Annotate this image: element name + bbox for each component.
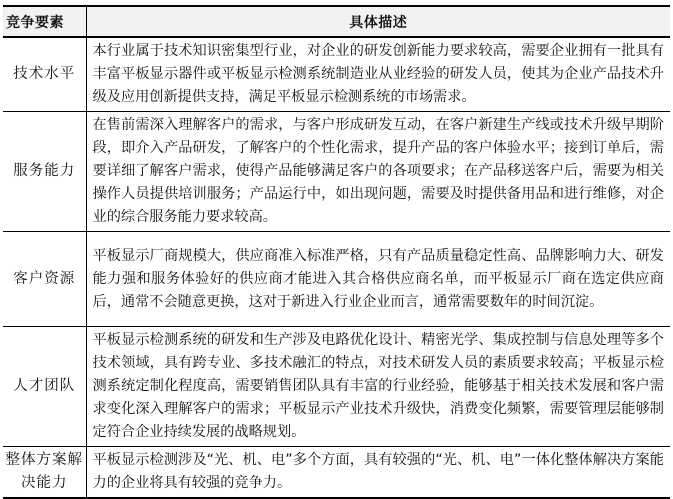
factor-cell: 人才团队 bbox=[3, 327, 86, 447]
document-page bbox=[3, 5, 670, 499]
header-row bbox=[3, 6, 670, 37]
factor-cell: 客户资源 bbox=[3, 232, 86, 327]
description-cell: 平板显示检测涉及“光、机、电”多个方面，具有较强的“光、机、电”一体化整体解决方案能力的企业将具有较强的竞争力。 bbox=[86, 447, 670, 499]
table-row bbox=[3, 37, 670, 112]
header-description: 具体描述 bbox=[86, 6, 670, 37]
factor-cell: 服务能力 bbox=[3, 112, 86, 232]
table-row bbox=[3, 232, 670, 327]
factor-cell: 技术水平 bbox=[3, 37, 86, 112]
table-header bbox=[3, 6, 670, 37]
description-cell: 在售前需深入理解客户的需求，与客户形成研发互动，在客户新建生产线或技术升级早期阶段，即介入产品研发，了解客户的个性化需求，提升产品的客户体验水平；接到订单后，需要详细了解客户需求，使得产品能够满足客户的各项要求；在产品移送客户后，需要为相关操作人员提供培训服务；产品运行中，如出现问题，需要及时提供备用品和进行维修，对企业的综合服务能力要求较高。 bbox=[86, 112, 670, 232]
header-factor: 竞争要素 bbox=[3, 6, 86, 37]
description-cell: 平板显示厂商规模大，供应商准入标准严格，只有产品质量稳定性高、品牌影响力大、研发能力强和服务体验好的供应商才能进入其合格供应商名单，而平板显示厂商在选定供应商后，通常不会随意更换，这对于新进入行业企业而言，通常需要数年的时间沉淀。 bbox=[86, 232, 670, 327]
description-cell: 平板显示检测系统的研发和生产涉及电路优化设计、精密光学、集成控制与信息处理等多个技术领域，具有跨专业、多技术融汇的特点，对技术研发人员的素质要求较高；平板显示检测系统定制化程度高，需要销售团队具有丰富的行业经验，能够基于相关技术发展和客户需求变化深入理解客户的需求；平板显示产业技术升级快，消费变化频繁，需要管理层能够制定符合企业持续发展的战略规划。 bbox=[86, 327, 670, 447]
table-row bbox=[3, 447, 670, 499]
table-row bbox=[3, 112, 670, 232]
competition-factors-table bbox=[3, 5, 670, 499]
table-row bbox=[3, 327, 670, 447]
description-cell: 本行业属于技术知识密集型行业，对企业的研发创新能力要求较高，需要企业拥有一批具有丰富平板显示器件或平板显示检测系统制造业从业经验的研发人员，使其为企业产品技术升级及应用创新提供支持，满足平板显示检测系统的市场需求。 bbox=[86, 37, 670, 112]
table-body bbox=[3, 37, 670, 498]
factor-cell: 整体方案解决能力 bbox=[3, 447, 86, 499]
